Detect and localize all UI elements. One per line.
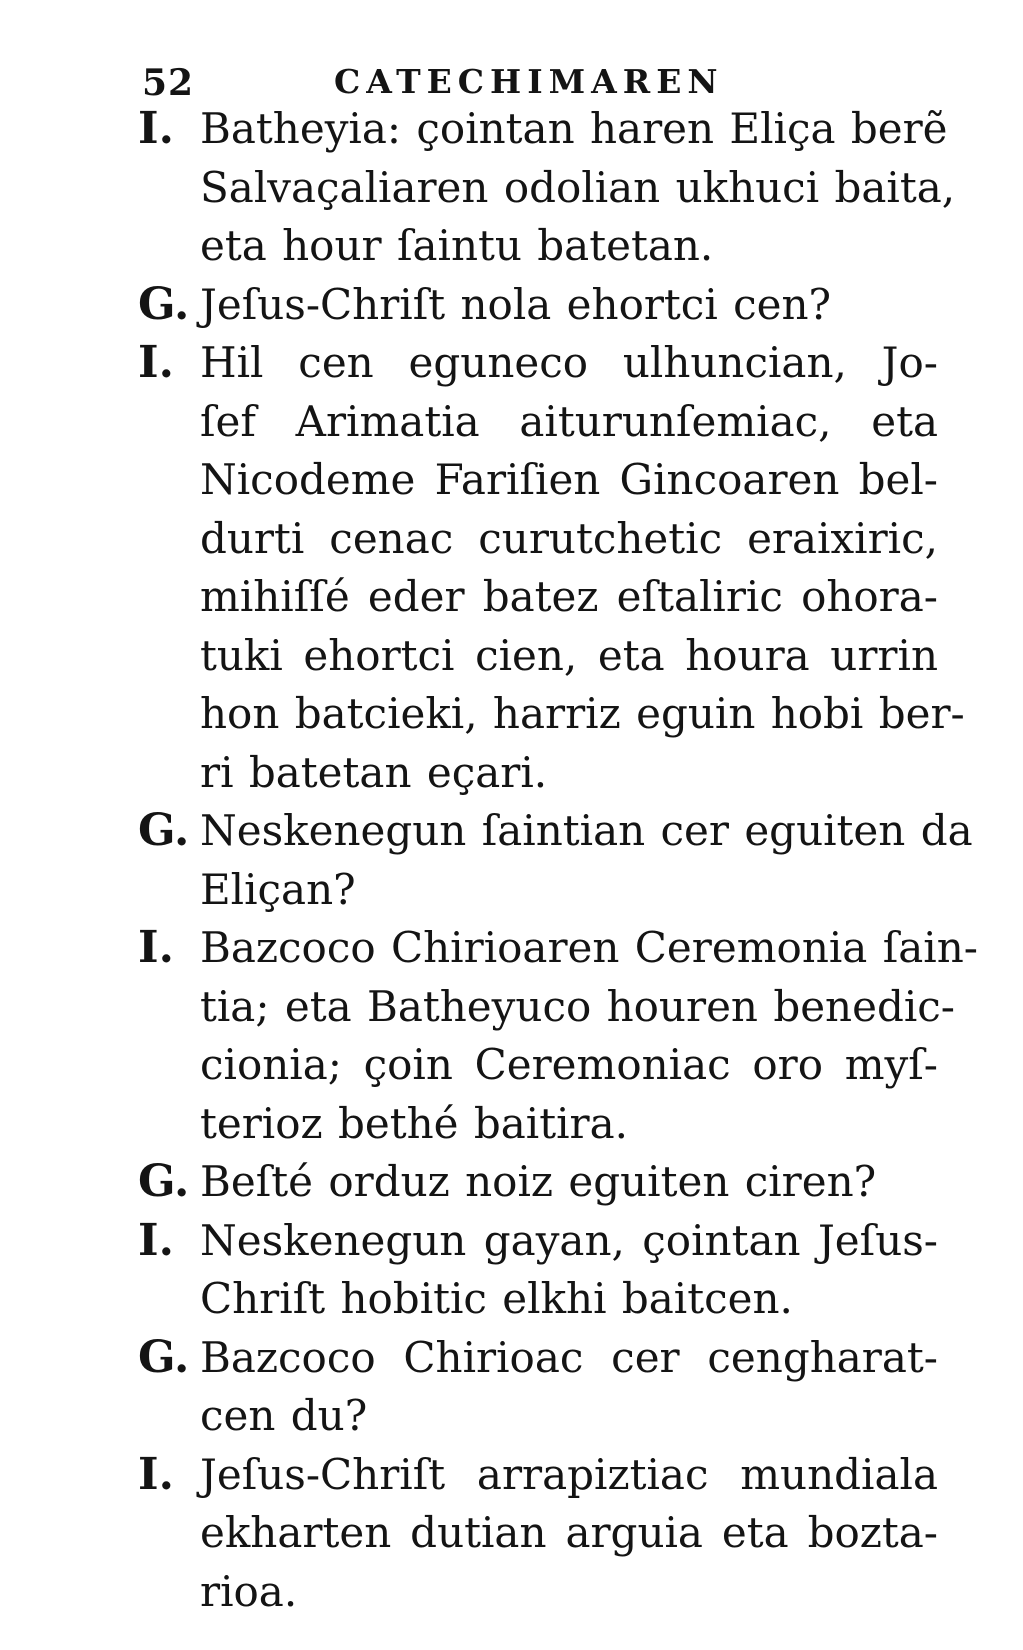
- text-line: rioa.: [200, 1566, 298, 1616]
- text-line: Batheyia: çointan haren Eliça berẽ: [200, 104, 948, 153]
- answer-entry: [138, 100, 956, 276]
- catechism-text: [138, 100, 978, 1621]
- text-line: hon batcieki, harriz eguin hobi ber-: [200, 689, 965, 738]
- text-line: durti cenac curutchetic eraixiric,: [200, 513, 938, 563]
- text-line: Bazcoco Chirioaren Ceremonia ſain-: [200, 923, 978, 972]
- entry-text: [200, 334, 965, 802]
- text-line: Jeſus-Chriſt arrapiztiac mundiala: [200, 1449, 938, 1499]
- answer-entry: [138, 334, 965, 802]
- answer-entry: [138, 919, 978, 1153]
- text-line: Chriſt hobitic elkhi baitcen.: [200, 1274, 793, 1323]
- entry-text: [200, 802, 973, 919]
- text-line: Jeſus-Chriſt nola ehortci cen?: [200, 279, 832, 329]
- speaker-label: I.: [138, 922, 174, 973]
- text-line: Bazcoco Chirioac cer cengharat-: [200, 1332, 938, 1382]
- text-line: Hil cen eguneco ulhuncian, Jo-: [200, 338, 938, 387]
- speaker-label: G.: [138, 278, 190, 330]
- text-line: Neskenegun gayan, çointan Jeſus-: [200, 1215, 938, 1265]
- text-line: terioz bethé baitira.: [200, 1098, 629, 1148]
- entry-text: [200, 1446, 938, 1622]
- speaker-label: G.: [138, 1331, 190, 1383]
- entry-text: [200, 276, 938, 335]
- speaker-label: I.: [138, 1214, 174, 1266]
- text-line: ri batetan eçari.: [200, 747, 548, 797]
- text-line: tia; eta Batheyuco houren benedic-: [200, 981, 955, 1031]
- speaker-label: I.: [138, 103, 174, 154]
- speaker-label: I.: [138, 1448, 174, 1500]
- running-title: CATECHIMAREN: [334, 62, 724, 101]
- entry-text: [200, 100, 956, 276]
- speaker-label: I.: [138, 337, 174, 388]
- text-line: Nicodeme Fariſien Gincoaren bel-: [200, 455, 938, 504]
- entry-text: [200, 1153, 938, 1212]
- speaker-label: G.: [138, 805, 190, 856]
- text-line: mihiſſé eder batez eſtaliric ohora-: [200, 572, 938, 621]
- question-entry: [138, 1329, 938, 1446]
- text-line: eta hour ſaintu batetan.: [200, 221, 714, 270]
- text-line: tuki ehortci cien, eta houra urrin: [200, 630, 938, 680]
- text-line: ekharten dutian arguia eta bozta-: [200, 1508, 938, 1557]
- text-line: Salvaçaliaren odolian ukhuci baita,: [200, 162, 956, 212]
- entry-text: [200, 919, 978, 1153]
- speaker-label: G.: [138, 1156, 190, 1207]
- page-number: 52: [142, 62, 195, 104]
- text-line: cen du?: [200, 1391, 368, 1440]
- question-entry: [138, 802, 973, 919]
- entry-text: [200, 1212, 938, 1329]
- question-entry: [138, 276, 938, 335]
- text-line: Eliçan?: [200, 864, 356, 914]
- entry-text: [200, 1329, 938, 1446]
- answer-entry: [138, 1212, 938, 1329]
- answer-entry: [138, 1446, 938, 1622]
- text-line: cionia; çoin Ceremoniac oro myſ-: [200, 1040, 938, 1089]
- text-line: Neskenegun ſaintian cer eguiten da: [200, 806, 973, 855]
- text-line: ſef Arimatia aiturunſemiac, eta: [200, 396, 938, 446]
- text-line: Beſté orduz noiz eguiten ciren?: [200, 1157, 877, 1206]
- question-entry: [138, 1153, 938, 1212]
